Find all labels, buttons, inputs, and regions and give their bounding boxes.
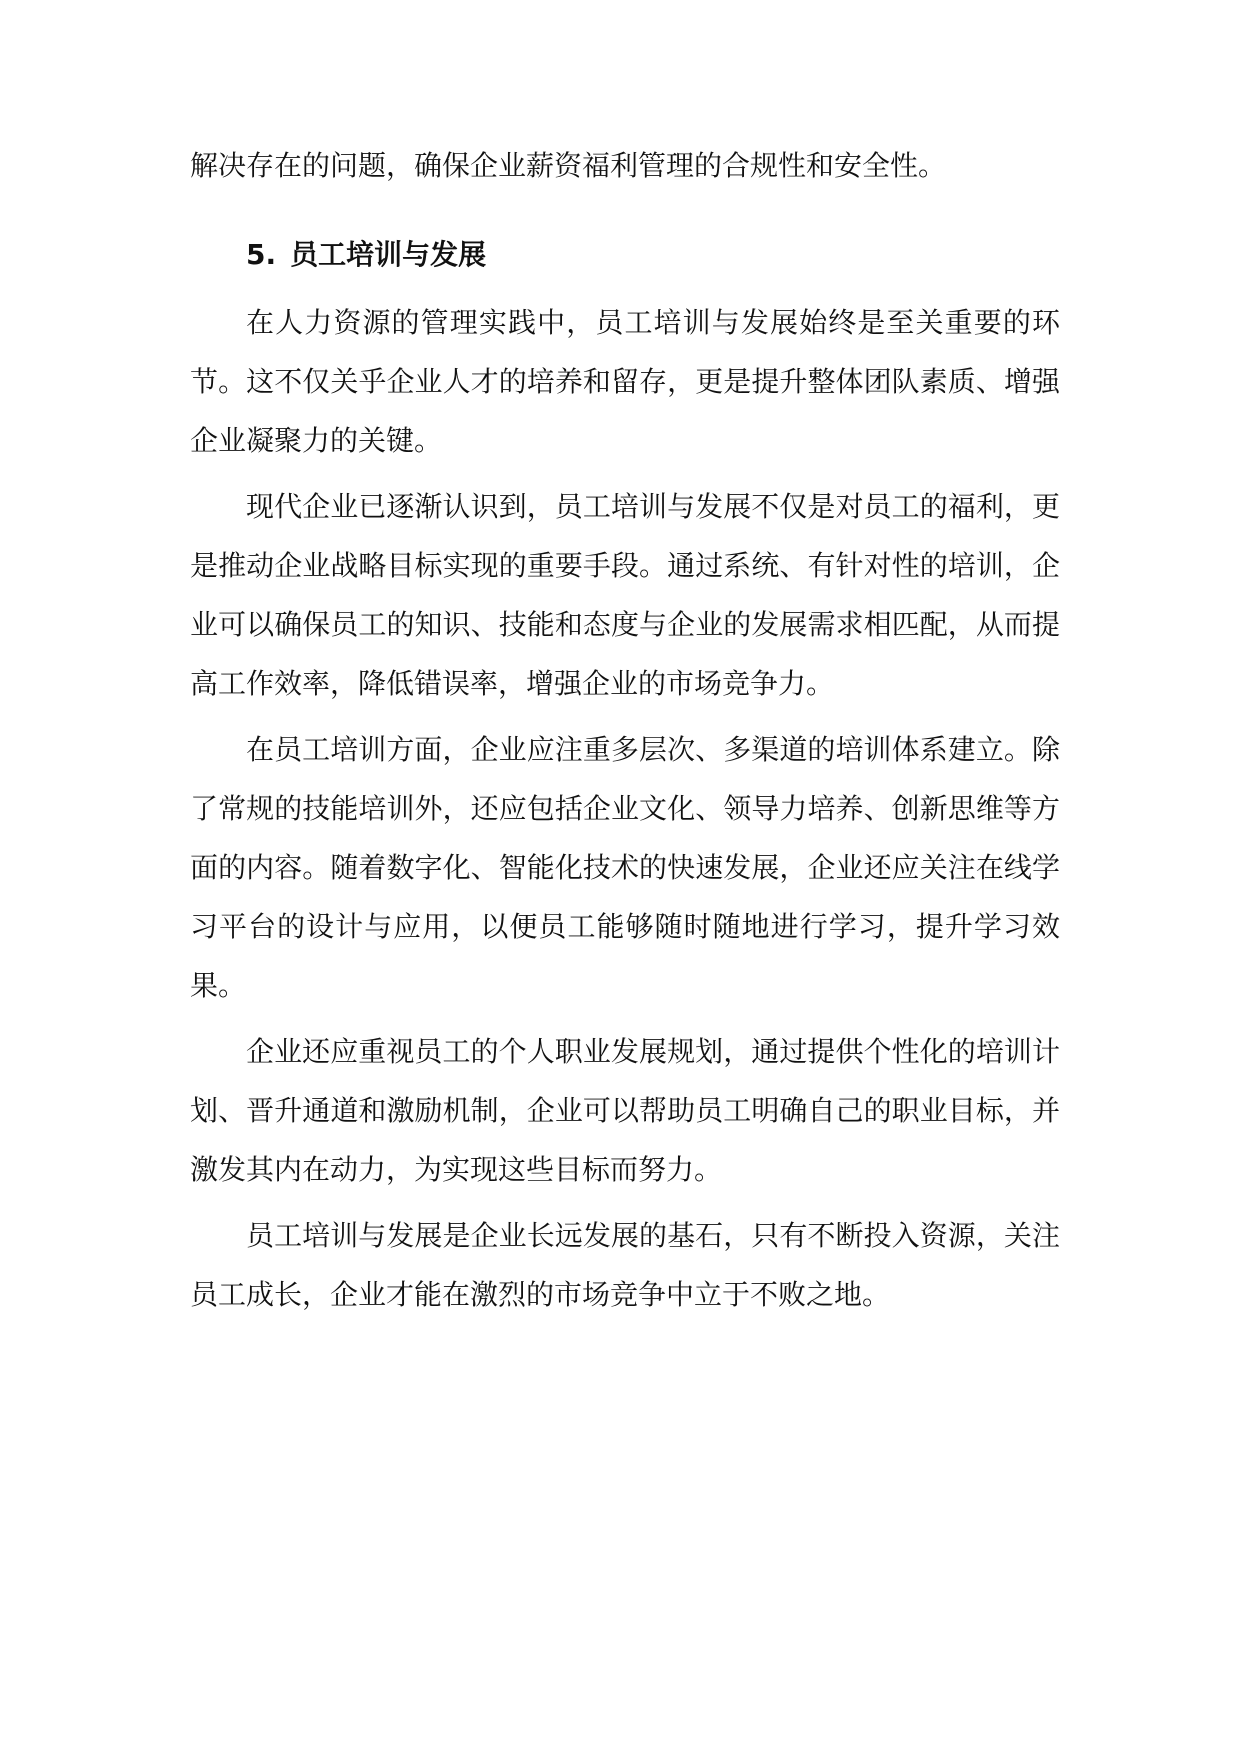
section-heading bbox=[190, 225, 1060, 284]
continued-paragraph: 解决存在的问题，确保企业薪资福利管理的合规性和安全性。 bbox=[190, 149, 947, 182]
document-body bbox=[190, 136, 1060, 1331]
paragraph-conclusion: 员工培训与发展是企业长远发展的基石，只有不断投入资源，关注员工成长，企业才能在激烈的市场竞争中立于不败之地。 bbox=[190, 1219, 1060, 1311]
paragraph-career-planning: 企业还应重视员工的个人职业发展规划，通过提供个性化的培训计划、晋升通道和激励机制，企业可以帮助员工明确自己的职业目标，并激发其内在动力，为实现这些目标而努力。 bbox=[190, 1035, 1060, 1186]
section-title: 员工培训与发展 bbox=[290, 238, 487, 271]
section-number: 5. bbox=[246, 238, 277, 271]
paragraph-training-system: 在员工培训方面，企业应注重多层次、多渠道的培训体系建立。除了常规的技能培训外，还应包括企业文化、领导力培养、创新思维等方面的内容。随着数字化、智能化技术的快速发展，企业还应关注在线学习平台的设计与应用，以便员工能够随时随地进行学习，提升学习效果。 bbox=[190, 733, 1060, 1002]
paragraph-importance: 现代企业已逐渐认识到，员工培训与发展不仅是对员工的福利，更是推动企业战略目标实现的重要手段。通过系统、有针对性的培训，企业可以确保员工的知识、技能和态度与企业的发展需求相匹配，从而提高工作效率，降低错误率，增强企业的市场竞争力。 bbox=[190, 490, 1060, 700]
paragraph-intro: 在人力资源的管理实践中，员工培训与发展始终是至关重要的环节。这不仅关乎企业人才的培养和留存，更是提升整体团队素质、增强企业凝聚力的关键。 bbox=[190, 306, 1060, 457]
